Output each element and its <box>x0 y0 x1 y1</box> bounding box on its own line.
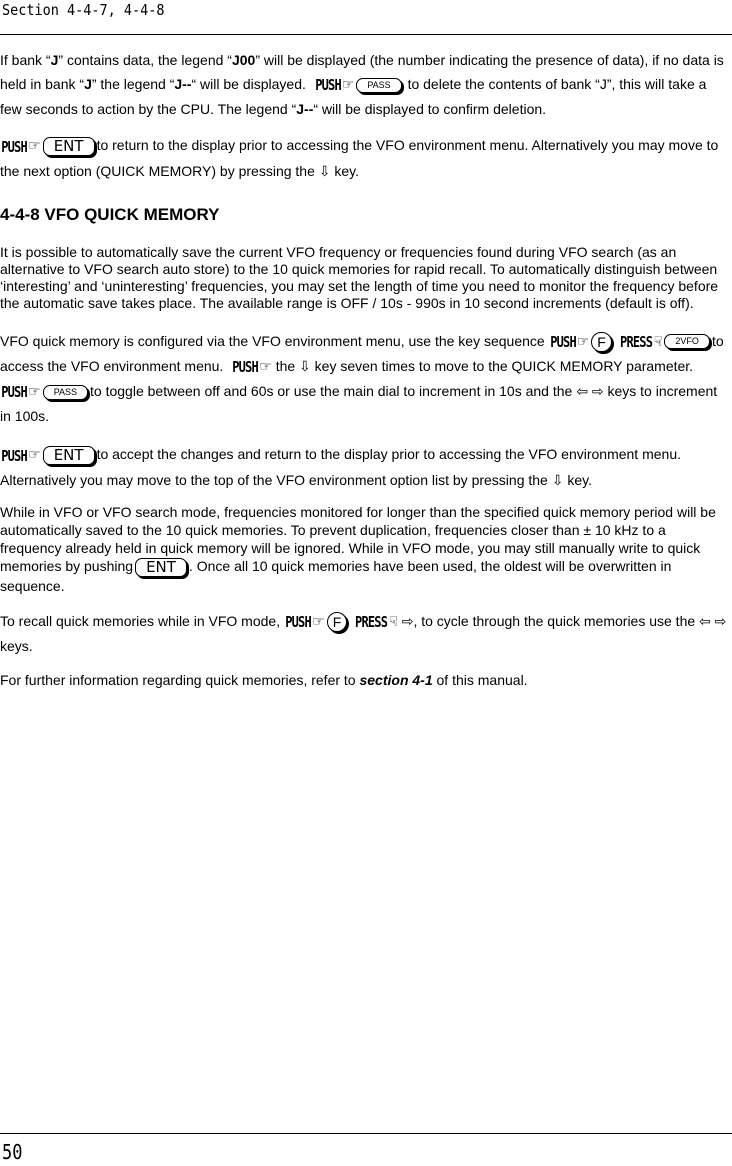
hand-icon: ☞ <box>28 138 41 155</box>
push-icon: PUSH <box>232 358 259 377</box>
page-header <box>0 0 732 35</box>
page-number: 50 <box>2 1140 23 1164</box>
document-body <box>0 48 728 692</box>
right-arrow-icon: ⇨ <box>401 613 414 630</box>
left-arrow-icon: ⇦ <box>699 613 711 630</box>
down-arrow-icon: ⇩ <box>551 472 564 489</box>
section-title: Section 4-4-7, 4-4-8 <box>2 1 165 19</box>
press-icon: PRESS <box>355 612 388 631</box>
paragraph-auto-save: While in VFO or VFO search mode, frequencies monitored for longer than the specified quick memory period will be automatically saved to the 10 quick memories. To prevent duplication, frequencies closer than ± 10 kHz to a frequency already held in quick memory will be ignored. While in VFO mode, you may still manually write to quick memories by pushing ENT . Once all 10 quick memories have been used, the oldest will be overwritten in sequence. <box>0 503 716 594</box>
push-icon: PUSH <box>314 76 341 95</box>
ent-key-icon: ENT <box>135 558 187 577</box>
f-key-icon: F <box>591 332 612 352</box>
push-icon: PUSH <box>549 332 576 351</box>
push-icon: PUSH <box>285 612 311 631</box>
push-icon: PUSH <box>1 137 27 156</box>
hand-icon: ☞ <box>28 447 41 464</box>
down-arrow-icon: ⇩ <box>299 358 311 375</box>
pass-key-icon: PASS <box>356 78 401 93</box>
down-arrow-icon: ⇩ <box>318 163 331 180</box>
push-icon: PUSH <box>1 383 27 402</box>
paragraph-intro: It is possible to automatically save the current VFO frequency or frequencies found during VFO search (as an alternative to VFO search auto store) to the 10 quick memories for rapid recall. To automatically distinguish between ‘interesting’ and ‘uninteresting’ frequencies, you may set the length of time you need to monitor the frequency before the automatic save takes place. The available range is OFF / 10s - 990s in 10 second increments (default is off). <box>0 243 719 311</box>
page-footer <box>0 1133 732 1164</box>
paragraph-further-info: For further information regarding quick memories, refer to section 4-1 of this manual. <box>0 671 528 688</box>
paragraph-return: PUSH☞ ENT to return to the display prior to accessing the VFO environment menu. Alternatively you may move to the next option (QUICK MEMORY) by pressing the ⇩ key. <box>0 133 728 183</box>
paragraph-recall: To recall quick memories while in VFO mode, PUSH☞ F PRESS ☟ ⇨, to cycle through the quick memories use the ⇦ ⇨ keys. <box>0 609 728 658</box>
ent-key-icon: ENT <box>43 446 95 465</box>
right-arrow-icon: ⇨ <box>714 613 727 630</box>
section-reference: section 4-1 <box>359 671 433 688</box>
press-icon: PRESS <box>619 332 652 351</box>
paragraph-configure: VFO quick memory is configured via the VFO environment menu, use the key sequence PUSH☞ F PRESS ☟ 2VFO to access the VFO environment menu. PUSH☞ the ⇩ key seven times to move to the QUICK MEMORY parameter. PUSH☞ PASS to toggle between off and 60s or use the main dial to increment in 10s and the ⇦ ⇨ keys to increment in 100s. <box>0 329 728 429</box>
section-heading: 4-4-8 VFO QUICK MEMORY <box>0 204 220 224</box>
hand-down-icon: ☟ <box>653 333 663 350</box>
two-vfo-key-icon: 2VFO <box>664 334 710 349</box>
ent-key-icon: ENT <box>43 137 95 156</box>
hand-icon: ☞ <box>28 384 41 401</box>
paragraph-accept: PUSH☞ ENT to accept the changes and return to the display prior to accessing the VFO environment menu. Alternatively you may move to the top of the VFO environment option list by pressing the ⇩ key. <box>0 442 728 492</box>
hand-icon: ☞ <box>312 613 325 630</box>
left-arrow-icon: ⇦ <box>576 384 588 401</box>
f-key-icon: F <box>327 612 348 632</box>
hand-icon: ☞ <box>576 333 590 350</box>
hand-icon: ☞ <box>341 77 355 93</box>
hand-down-icon: ☟ <box>389 613 398 630</box>
right-arrow-icon: ⇨ <box>591 384 604 401</box>
hand-icon: ☞ <box>259 358 272 375</box>
paragraph-bank-j: If bank “J” contains data, the legend “J00” will be displayed (the number indicating the presence of data), if no data is held in bank “J” the legend “J--“ will be displayed. PUSH☞ PASS to delete the contents of bank “J”, this will take a few seconds to action by the CPU. The legend “J--“ will be displayed to confirm deletion. <box>0 52 724 118</box>
pass-key-icon: PASS <box>43 385 88 400</box>
push-icon: PUSH <box>1 446 27 465</box>
